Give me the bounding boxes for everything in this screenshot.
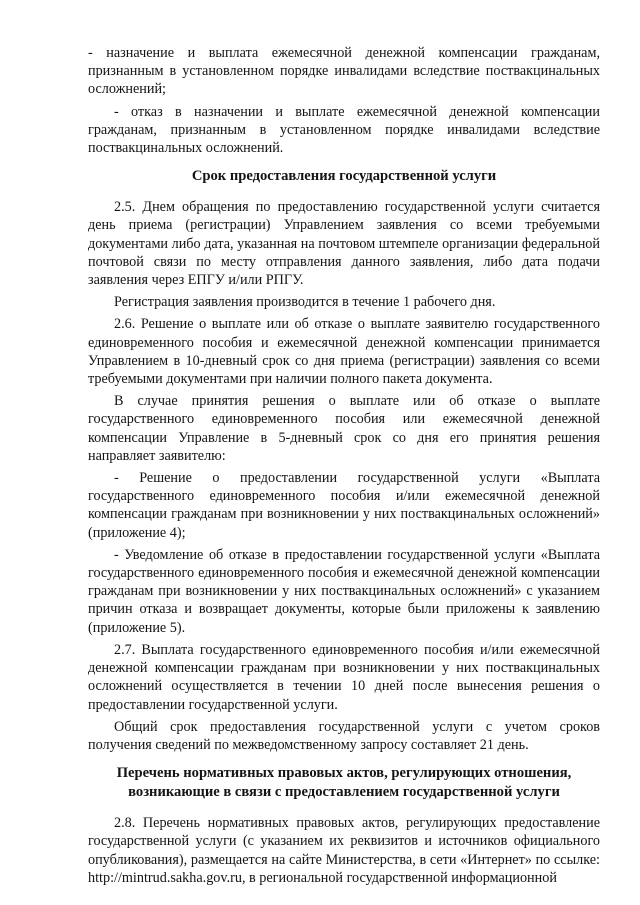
heading-line: возникающие в связи с предоставлением государственной услуги (128, 784, 560, 801)
section-heading-legal-acts (88, 764, 600, 802)
section-heading-term: Срок предоставления государственной услуги (191, 168, 497, 185)
heading-line: Перечень нормативных правовых актов, регулирующих отношения, (116, 765, 572, 782)
paragraph-refusal-item: - Уведомление об отказе в предоставлении государственной услуги «Выплата государственного единовременного пособия и ежемесячной денежной компенсации гражданам при возникновении у них поствакцинальных осложнений» с указанием причин отказа и возвращает документы, которые были приложены к заявлению (приложение 5). (88, 546, 600, 636)
paragraph-decision-item: - Решение о предоставлении государственной услуги «Выплата государственного единовременного пособия и/или ежемесячной денежной компенсации гражданам при возникновении у них поствакцинальных осложнений» (приложение 4); (88, 470, 600, 541)
paragraph-2-5: 2.5. Днем обращения по предоставлению государственной услуги считается день приема (регистрации) Управлением заявления со всеми требуемыми документами либо дата, указанная на почтовом штемпеле организации федеральной почтовой связи по месту отправления данного заявления, либо дата подачи заявления через ЕПГУ и/или РПГУ. (88, 199, 600, 289)
paragraph-2-6: 2.6. Решение о выплате или об отказе о выплате заявителю государственного единовременного пособия и ежемесячной денежной компенсации принимается Управлением в 10-дневный срок со дня приема (регистрации) заявления со всеми требуемыми документами при наличии полного пакета документа. (88, 316, 600, 388)
paragraph-registration: Регистрация заявления производится в течение 1 рабочего дня. (114, 294, 496, 311)
intro-item: - назначение и выплата ежемесячной денежной компенсации гражданам, признанным в установленном порядке инвалидами вследствие поствакцинальных осложнений; (88, 45, 600, 98)
intro-item: - отказ в назначении и выплате ежемесячной денежной компенсации гражданам, признанным в установленном порядке инвалидами вследствие поствакцинальных осложнений. (88, 103, 600, 157)
paragraph-2-7: 2.7. Выплата государственного единовременного пособия и/или ежемесячной денежной компенсации гражданам при возникновении у них поствакцинальных осложнений осуществляется в течении 10 дней после вынесения решения о предоставлении государственной услуги. (88, 641, 600, 713)
paragraph-total-term: Общий срок предоставления государственной услуги с учетом сроков получения сведений по межведомственному запросу составляет 21 день. (88, 718, 600, 753)
paragraph-2-8: 2.8. Перечень нормативных правовых актов, регулирующих предоставление государственной услуги (с указанием их реквизитов и источников официального опубликования), размещается на сайте Министерства, в сети «Интернет» по ссылке: http://mintrud.sakha.gov.ru, в региональной государственной информационной (88, 815, 600, 886)
paragraph-decision-notice: В случае принятия решения о выплате или об отказе о выплате государственного единовременного пособия или ежемесячной денежной компенсации Управление в 5-дневный срок со дня его принятия решения направляет заявителю: (88, 393, 600, 464)
